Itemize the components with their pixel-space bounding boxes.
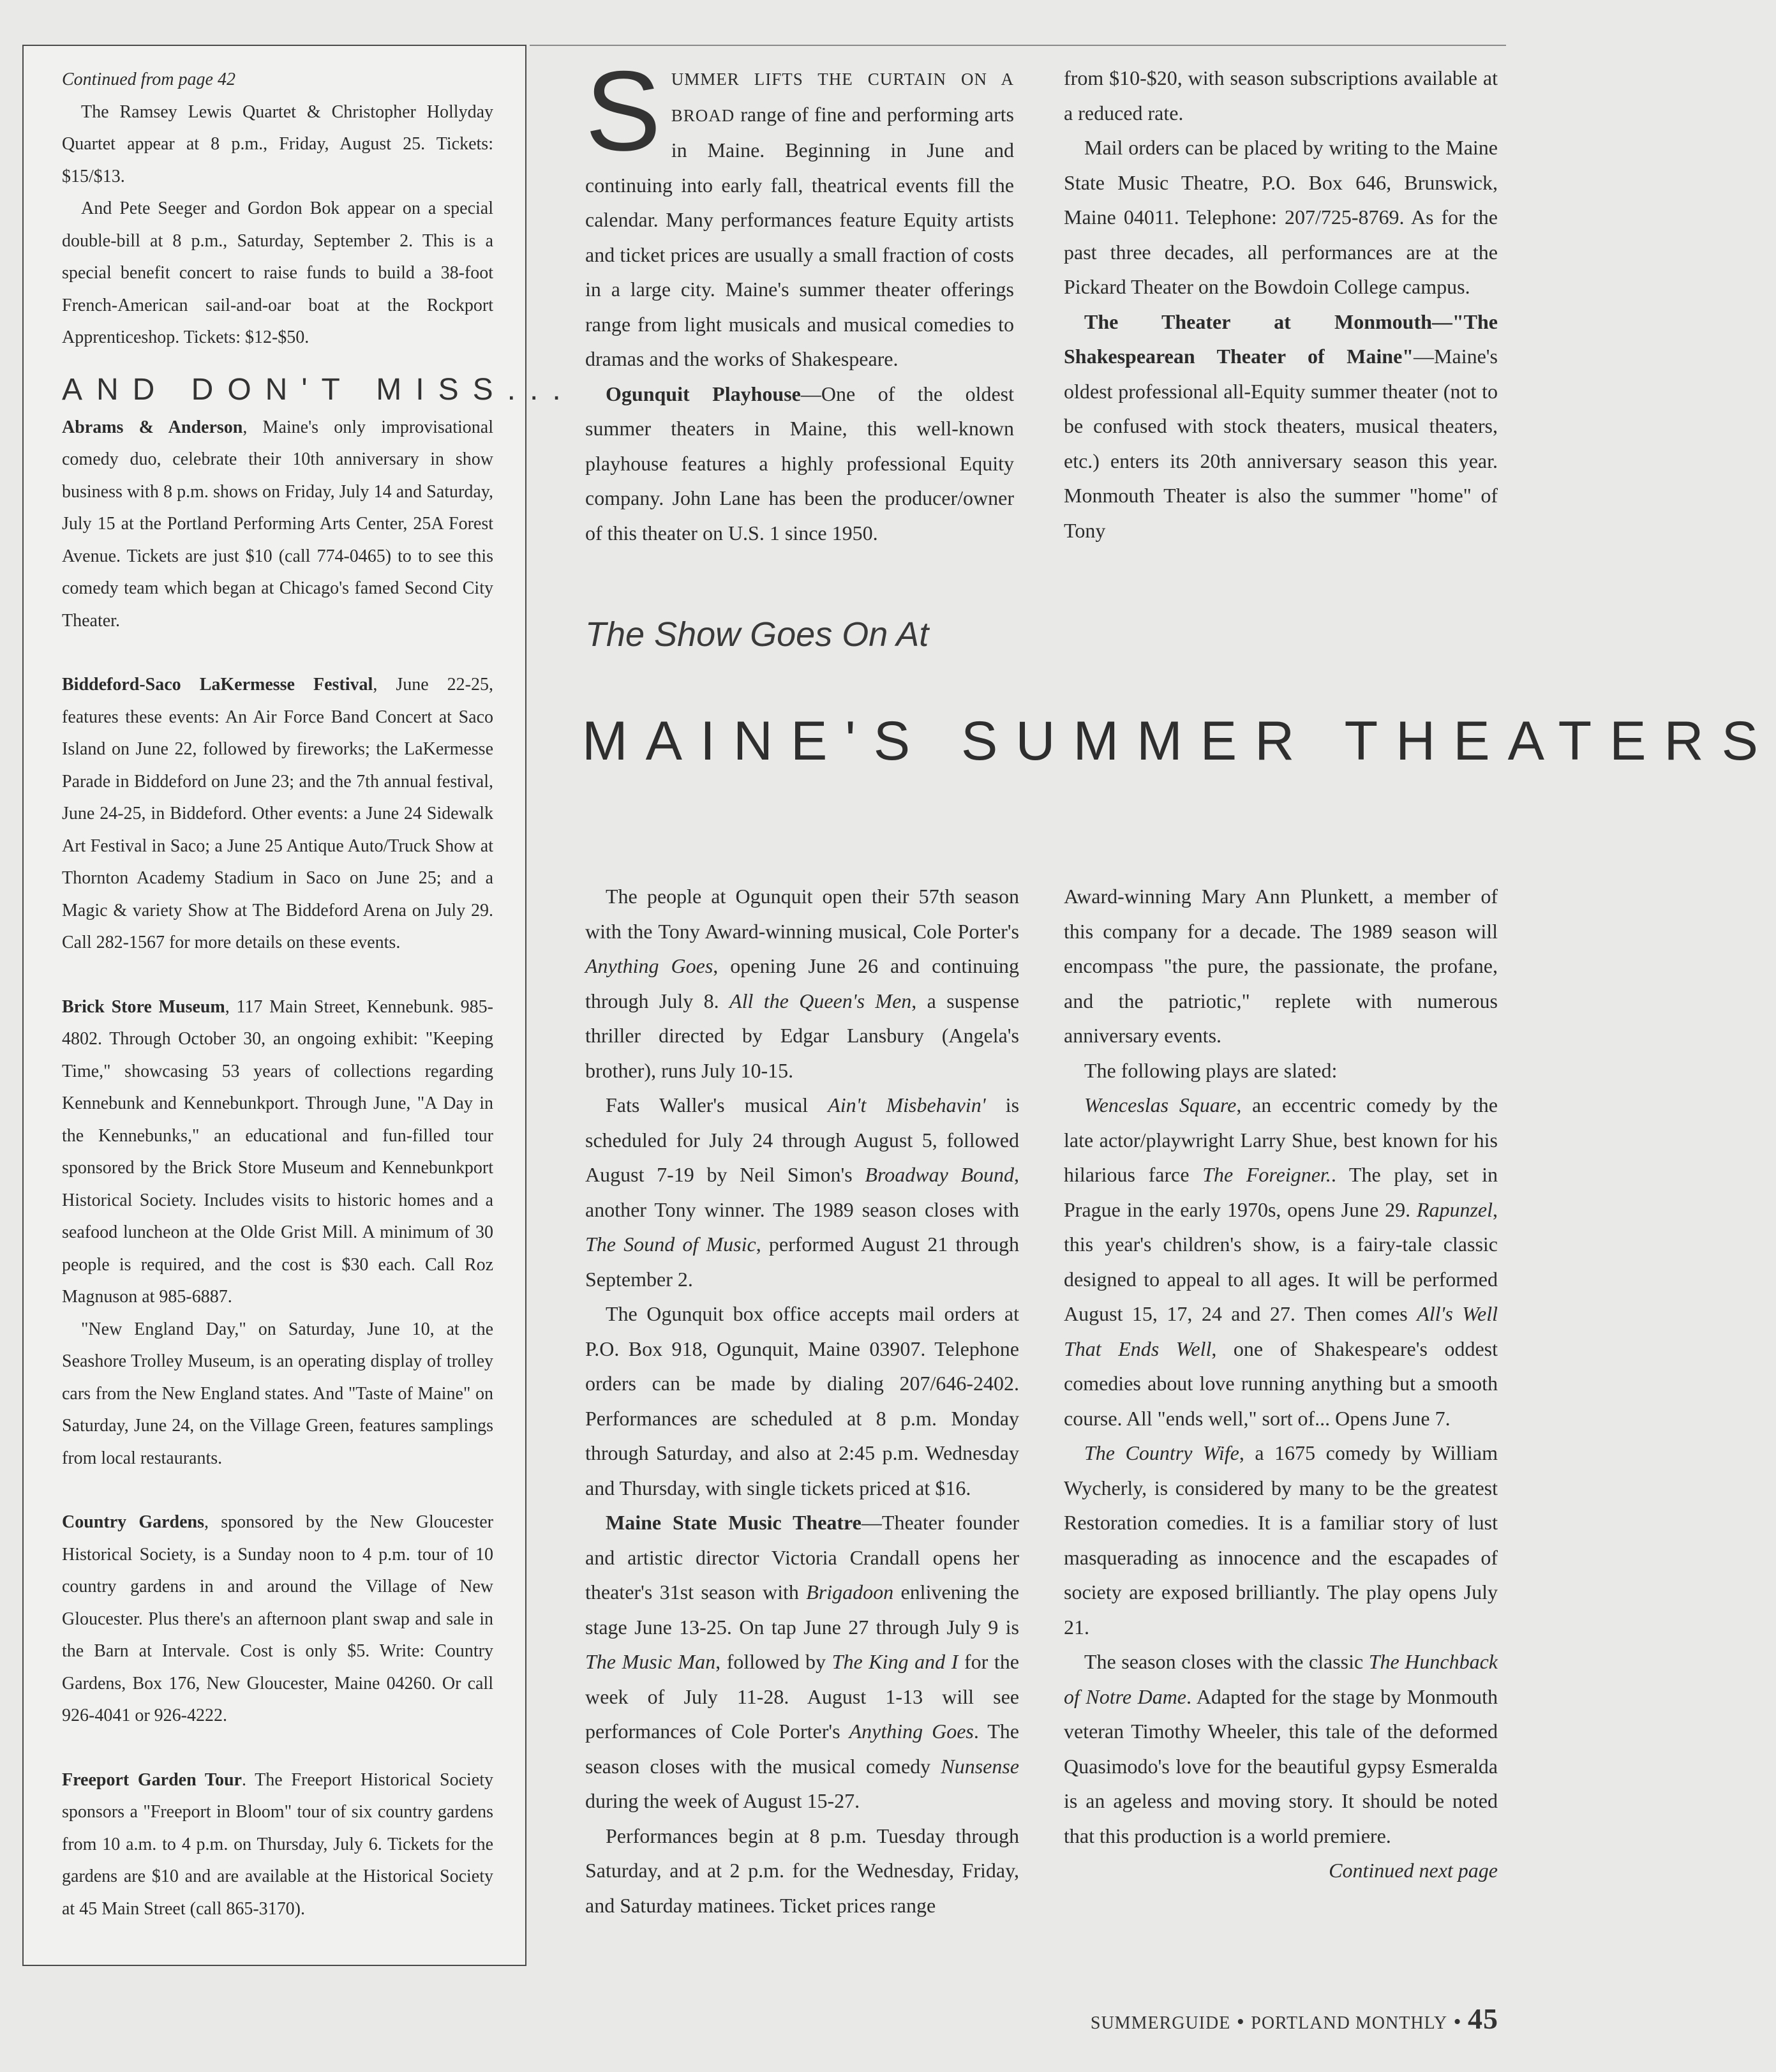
country-wife-paragraph: [1064, 1436, 1498, 1644]
title-run: Nunsense: [941, 1754, 1019, 1778]
entry-name: Freeport Garden Tour: [62, 1769, 242, 1790]
text-run: enlivening the stage June 13-25. On tap June 27 through July 9 is: [585, 1580, 1020, 1639]
hunchback-paragraph: [1064, 1644, 1498, 1853]
entry-text: . The Freeport Historical Society sponsors a "Freeport in Bloom" tour of six country gardens from 10 a.m. to 4 p.m. on Thursday, July 6. Tickets for the gardens are $10 and are available at the Historical Society at 45 Main Street (call 865-3170).: [62, 1769, 493, 1919]
text-run: , another Tony winner. The 1989 season closes with: [585, 1163, 1020, 1221]
continued-next-page: Continued next page: [1329, 1859, 1498, 1882]
monmouth-paragraph: [1064, 304, 1498, 548]
entry-text: , 117 Main Street, Kennebunk. 985-4802. Through October 30, an ongoing exhibit: "Keeping Time," showcasing 53 years of collections regarding Kennebunk and Kennebunkport. Through June, "A Day in the Kennebunks," an educational and fun-filled tour sponsored by the Brick Store Museum and Kennebunkport Historical Society. Includes visits to historic homes and a seafood luncheon at the Olde Grist Mill. A minimum of 30 people is required, and the cost is $30 each. Call Roz Magnuson at 985-6887.: [62, 996, 493, 1307]
title-run: Brigadoon: [806, 1580, 894, 1603]
entry-name: Abrams & Anderson: [62, 417, 243, 437]
dont-miss-heading: AND DON'T MISS...: [62, 372, 575, 407]
sidebar-paragraph-new-england: "New England Day," on Saturday, June 10, at the Seashore Trolley Museum, is an operating display of trolley cars from the New England states. And "Taste of Maine" on Saturday, June 24, on the Village Green, features samplings from local restaurants.: [62, 1319, 493, 1468]
text-run: Fats Waller's musical: [606, 1093, 828, 1116]
sidebar-paragraph-seeger: And Pete Seeger and Gordon Bok appear on a special double-bill at 8 p.m., Saturday, September 2. This is a special benefit concert to raise funds to build a 38-foot French-American sail-and-oar boat at the Rockport Apprenticeshop. Tickets: $12-$50.: [62, 199, 493, 347]
title-run: Ain't Misbehavin': [828, 1093, 986, 1116]
entry-text: —One of the oldest summer theaters in Maine, this well-known playhouse features a highly professional Equity company. John Lane has been the producer/owner of this theater on U.S. 1 since 1950.: [585, 382, 1014, 544]
drop-cap: S: [585, 47, 661, 174]
text-run: . The season closes with the musical comedy: [585, 1720, 1020, 1778]
entry-text: , June 22-25, features these events: An Air Force Band Concert at Saco Island on June 22, followed by fireworks; the LaKermesse Parade in Biddeford on June 23; and the 7th annual festival, June 24-25, in Biddeford. Other events: a June 24 Sidewalk Art Festival in Saco; a June 25 Antique Auto/Truck Show at Thornton Academy Stadium in Saco on June 25; and a Magic & variety Show at The Biddeford Arena on July 29. Call 282-1567 for more details on these events.: [62, 675, 493, 952]
intro-column: [585, 47, 1014, 550]
text-run: , followed by: [715, 1650, 832, 1673]
sidebar-entry-brick-store: [62, 991, 493, 1314]
ticket-prices-paragraph: from $10-$20, with season subscriptions available at a reduced rate.: [1064, 66, 1498, 124]
events-sidebar: [22, 45, 575, 1966]
title-run: The Hunchback of Notre Dame: [1064, 1650, 1498, 1708]
footer-bullet: •: [1236, 2010, 1245, 2034]
text-run: , one of Shakespeare's oddest comedies about love running anything but a smooth course. All "ends well," sort of... Opens June 7.: [1064, 1337, 1498, 1430]
text-run: , a suspense thriller directed by Edgar Lansbury (Angela's brother), runs July 10-15.: [585, 989, 1020, 1082]
article-headline: MAINE'S SUMMER THEATERS: [582, 710, 1776, 772]
text-run: , a 1675 comedy by William Wycherly, is considered by many to be the greatest Restoration comedies. It is a familiar story of lust masquerading as innocence and the escapades of society are exposed brilliantly. The play opens July 21.: [1064, 1441, 1498, 1639]
text-run: —Theater founder and artistic director Victoria Crandall opens her theater's 31st season with: [585, 1511, 1020, 1603]
text-run: during the week of August 15-27.: [585, 1789, 860, 1812]
title-run: Wenceslas Square: [1084, 1093, 1237, 1116]
article-kicker: The Show Goes On At: [585, 615, 929, 654]
entry-text: , Maine's only improvisational comedy duo, celebrate their 10th anniversary in show business with 8 p.m. shows on Friday, July 14 and Saturday, July 15 at the Portland Performing Arts Center, 25A Forest Avenue. Tickets are just $10 (call 774-0465) to to see this comedy team which began at Chicago's famed Second City Theater.: [62, 417, 493, 631]
text-run: The season closes with the classic: [1084, 1650, 1369, 1673]
wenceslas-paragraph: [1064, 1088, 1498, 1436]
plunkett-paragraph: Award-winning Mary Ann Plunkett, a member of this company for a decade. The 1989 season will encompass "the pure, the passionate, the profane, and the patriotic," replete with numerous anniversary events.: [1064, 885, 1498, 1047]
entry-name: The Theater at Monmouth—"The Shakespearean Theater of Maine": [1064, 310, 1498, 368]
title-run: All the Queen's Men: [729, 989, 912, 1012]
text-run: is scheduled for July 24 through August 5, followed August 7-19 by Neil Simon's: [585, 1093, 1020, 1186]
sidebar-entry-abrams: [62, 412, 493, 638]
text-run: , an eccentric comedy by the late actor/playwright Larry Shue, best known for his hilarious farce: [1064, 1093, 1498, 1186]
text-run: , this year's children's show, is a fairy-tale classic designed to appeal to all ages. It will be performed August 15, 17, 24 and 27. Then comes: [1064, 1197, 1498, 1325]
intro-paragraph: [585, 47, 1014, 377]
title-run: Rapunzel: [1416, 1197, 1493, 1221]
title-run: All's Well That Ends Well: [1064, 1302, 1498, 1360]
body-left-column: [585, 879, 1019, 1923]
sidebar-entry-freeport: [62, 1764, 493, 1926]
title-run: Anything Goes: [585, 954, 713, 977]
title-run: The King and I: [832, 1650, 959, 1673]
text-run: . The play, set in Prague in the early 1970s, opens June 29.: [1064, 1163, 1498, 1221]
text-run: for the week of July 11-28. August 1-13 will see performances of Cole Porter's: [585, 1650, 1019, 1743]
box-office-paragraph: The Ogunquit box office accepts mail orders at P.O. Box 918, Ogunquit, Maine 03907. Telephone orders can be made by dialing 207/646-2402. Performances are scheduled at 8 p.m. Monday through Saturday, and also at 2:45 p.m. Wednesday and Thursday, with single tickets priced at $16.: [585, 1302, 1019, 1499]
sidebar-entry-biddeford: [62, 669, 493, 959]
fats-waller-paragraph: [585, 1088, 1019, 1296]
footer-bullet: •: [1453, 2010, 1462, 2034]
entry-text: , sponsored by the New Gloucester Historical Society, is a Sunday noon to 4 p.m. tour of 10 country gardens in and around the Village of New Gloucester. Plus there's an afternoon plant swap and sale in the Barn at Intervale. Cost is only $5. Write: Country Gardens, Box 176, New Gloucester, Maine 04260. Or call 926-4041 or 926-4222.: [62, 1512, 494, 1725]
page-number: 45: [1468, 2002, 1498, 2035]
top-right-column: [1064, 61, 1498, 548]
ogunquit-paragraph: [585, 377, 1014, 551]
text-run: . Adapted for the stage by Monmouth veteran Timothy Wheeler, this tale of the deformed Quasimodo's love for the beautiful gypsy Esmeralda is an ageless and moving story. It should be noted that this production is a world premiere.: [1064, 1685, 1498, 1847]
title-run: Broadway Bound: [865, 1163, 1015, 1186]
title-run: The Country Wife: [1084, 1441, 1239, 1464]
title-run: The Sound of Music: [585, 1233, 756, 1256]
top-rule: [530, 45, 1506, 46]
sidebar-entry-country-gardens: [62, 1506, 493, 1732]
title-run: Anything Goes: [849, 1720, 974, 1743]
ogunquit-season-paragraph: [585, 879, 1019, 1088]
mail-orders-paragraph: Mail orders can be placed by writing to the Maine State Music Theatre, P.O. Box 646, Brunswick, Maine 04011. Telephone: 207/725-8769. As for the past three decades, all performances are at the Pickard Theater on the Bowdoin College campus.: [1064, 136, 1498, 298]
maine-state-music-paragraph: [585, 1505, 1019, 1819]
sidebar-paragraph-ramsey: The Ramsey Lewis Quartet & Christopher Hollyday Quartet appear at 8 p.m., Friday, August 25. Tickets: $15/$13.: [62, 101, 493, 186]
intro-text: range of fine and performing arts in Maine. Beginning in June and continuing into early fall, theatrical events fill the calendar. Many performances feature Equity artists and ticket prices are usually a small fraction of costs in a large city. Maine's summer theater offerings range from light musicals and musical comedies to dramas and the works of Shakespeare.: [585, 102, 1014, 370]
plays-slated-paragraph: The following plays are slated:: [1084, 1058, 1338, 1082]
entry-name: Biddeford-Saco LaKermesse Festival: [62, 675, 373, 694]
continued-from: Continued from page 42: [62, 70, 235, 89]
entry-text: —Maine's oldest professional all-Equity summer theater (not to be confused with stock theaters, musical theaters, etc.) enters its 20th anniversary season this year. Monmouth Theater is also the summer "home" of Tony: [1064, 345, 1498, 542]
text-run: , performed August 21 through September 2.: [585, 1233, 1020, 1291]
entry-name: Maine State Music Theatre: [606, 1511, 862, 1534]
footer-section: SUMMERGUIDE: [1090, 2013, 1231, 2033]
intro-lead: UMMER LIFTS THE CURTAIN ON A BROAD: [671, 70, 1014, 125]
text-run: The people at Ogunquit open their 57th season with the Tony Award-winning musical, Cole Porter's: [585, 885, 1019, 943]
entry-name: Ogunquit Playhouse: [606, 382, 801, 405]
footer-magazine: PORTLAND MONTHLY: [1251, 2013, 1448, 2033]
entry-name: Country Gardens: [62, 1512, 205, 1532]
body-right-column: [1064, 879, 1498, 1888]
entry-name: Brick Store Museum: [62, 996, 225, 1017]
performances-paragraph: Performances begin at 8 p.m. Tuesday through Saturday, and at 2 p.m. for the Wednesday, Friday, and Saturday matinees. Ticket prices range: [585, 1824, 1019, 1917]
text-run: , opening June 26 and continuing through July 8.: [585, 954, 1020, 1012]
page-footer: [1091, 2002, 1498, 2036]
title-run: The Music Man: [585, 1650, 716, 1673]
title-run: The Foreigner.: [1202, 1163, 1331, 1186]
